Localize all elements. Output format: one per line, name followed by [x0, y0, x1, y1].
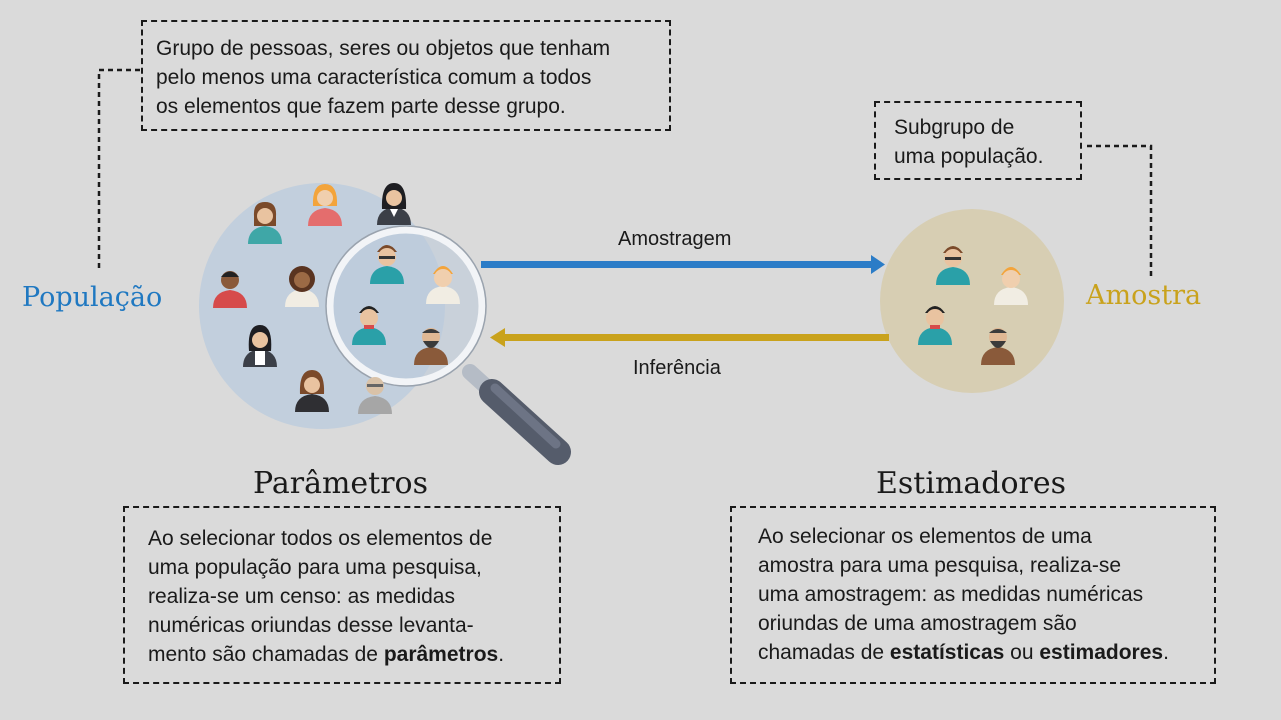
- parameters-line: numéricas oriundas desse levanta-: [148, 614, 474, 637]
- parameters-last-prefix: mento são chamadas de: [148, 643, 384, 666]
- sample-definition-box: [874, 101, 1082, 180]
- estimators-box: [730, 506, 1216, 684]
- population-label: População: [22, 282, 163, 313]
- sample-definition-line: Subgrupo de: [894, 116, 1015, 139]
- estimators-line: Ao selecionar os elementos de uma: [758, 525, 1092, 548]
- population-definition-box: [141, 20, 671, 131]
- estimators-title: Estimadores: [876, 466, 1067, 501]
- estimators-last-prefix: chamadas de: [758, 641, 890, 664]
- estimators-line: uma amostragem: as medidas numéricas: [758, 583, 1144, 606]
- parameters-line: realiza-se um censo: as medidas: [148, 585, 455, 608]
- parameters-line: Ao selecionar todos os elementos de: [148, 527, 493, 550]
- population-connector: [99, 70, 141, 268]
- estimators-bold-term-2: estimadores: [1039, 641, 1164, 664]
- sample-label: Amostra: [1086, 280, 1202, 311]
- population-definition-line: Grupo de pessoas, seres ou objetos que tenham: [156, 37, 611, 60]
- estimators-line: amostra para uma pesquisa, realiza-se: [758, 554, 1122, 577]
- parameters-last-suffix: .: [498, 643, 505, 666]
- parameters-box: [123, 506, 561, 684]
- sampling-label: Amostragem: [618, 228, 732, 250]
- parameters-last-line: [148, 640, 559, 669]
- inference-label: Inferência: [633, 357, 721, 379]
- estimators-bold-term-1: estatísticas: [889, 641, 1005, 664]
- parameters-title: Parâmetros: [253, 466, 429, 501]
- estimators-middle: ou: [1004, 641, 1040, 664]
- parameters-line: uma população para uma pesquisa,: [148, 556, 482, 579]
- inference-arrow: [490, 328, 889, 347]
- sampling-arrow: [481, 255, 885, 274]
- person-icon: [377, 183, 411, 225]
- sample-connector: [1083, 146, 1151, 276]
- estimators-last-line: [758, 638, 1214, 667]
- sample-definition-line: uma população.: [894, 145, 1044, 168]
- estimators-line: oriundas de uma amostragem são: [758, 612, 1077, 635]
- population-definition-line: pelo menos uma característica comum a todos: [156, 66, 592, 89]
- estimators-last-suffix: .: [1163, 641, 1169, 664]
- population-definition-line: os elementos que fazem parte desse grupo.: [156, 95, 566, 118]
- parameters-bold-term: parâmetros: [383, 643, 499, 666]
- sample-circle: [880, 209, 1064, 393]
